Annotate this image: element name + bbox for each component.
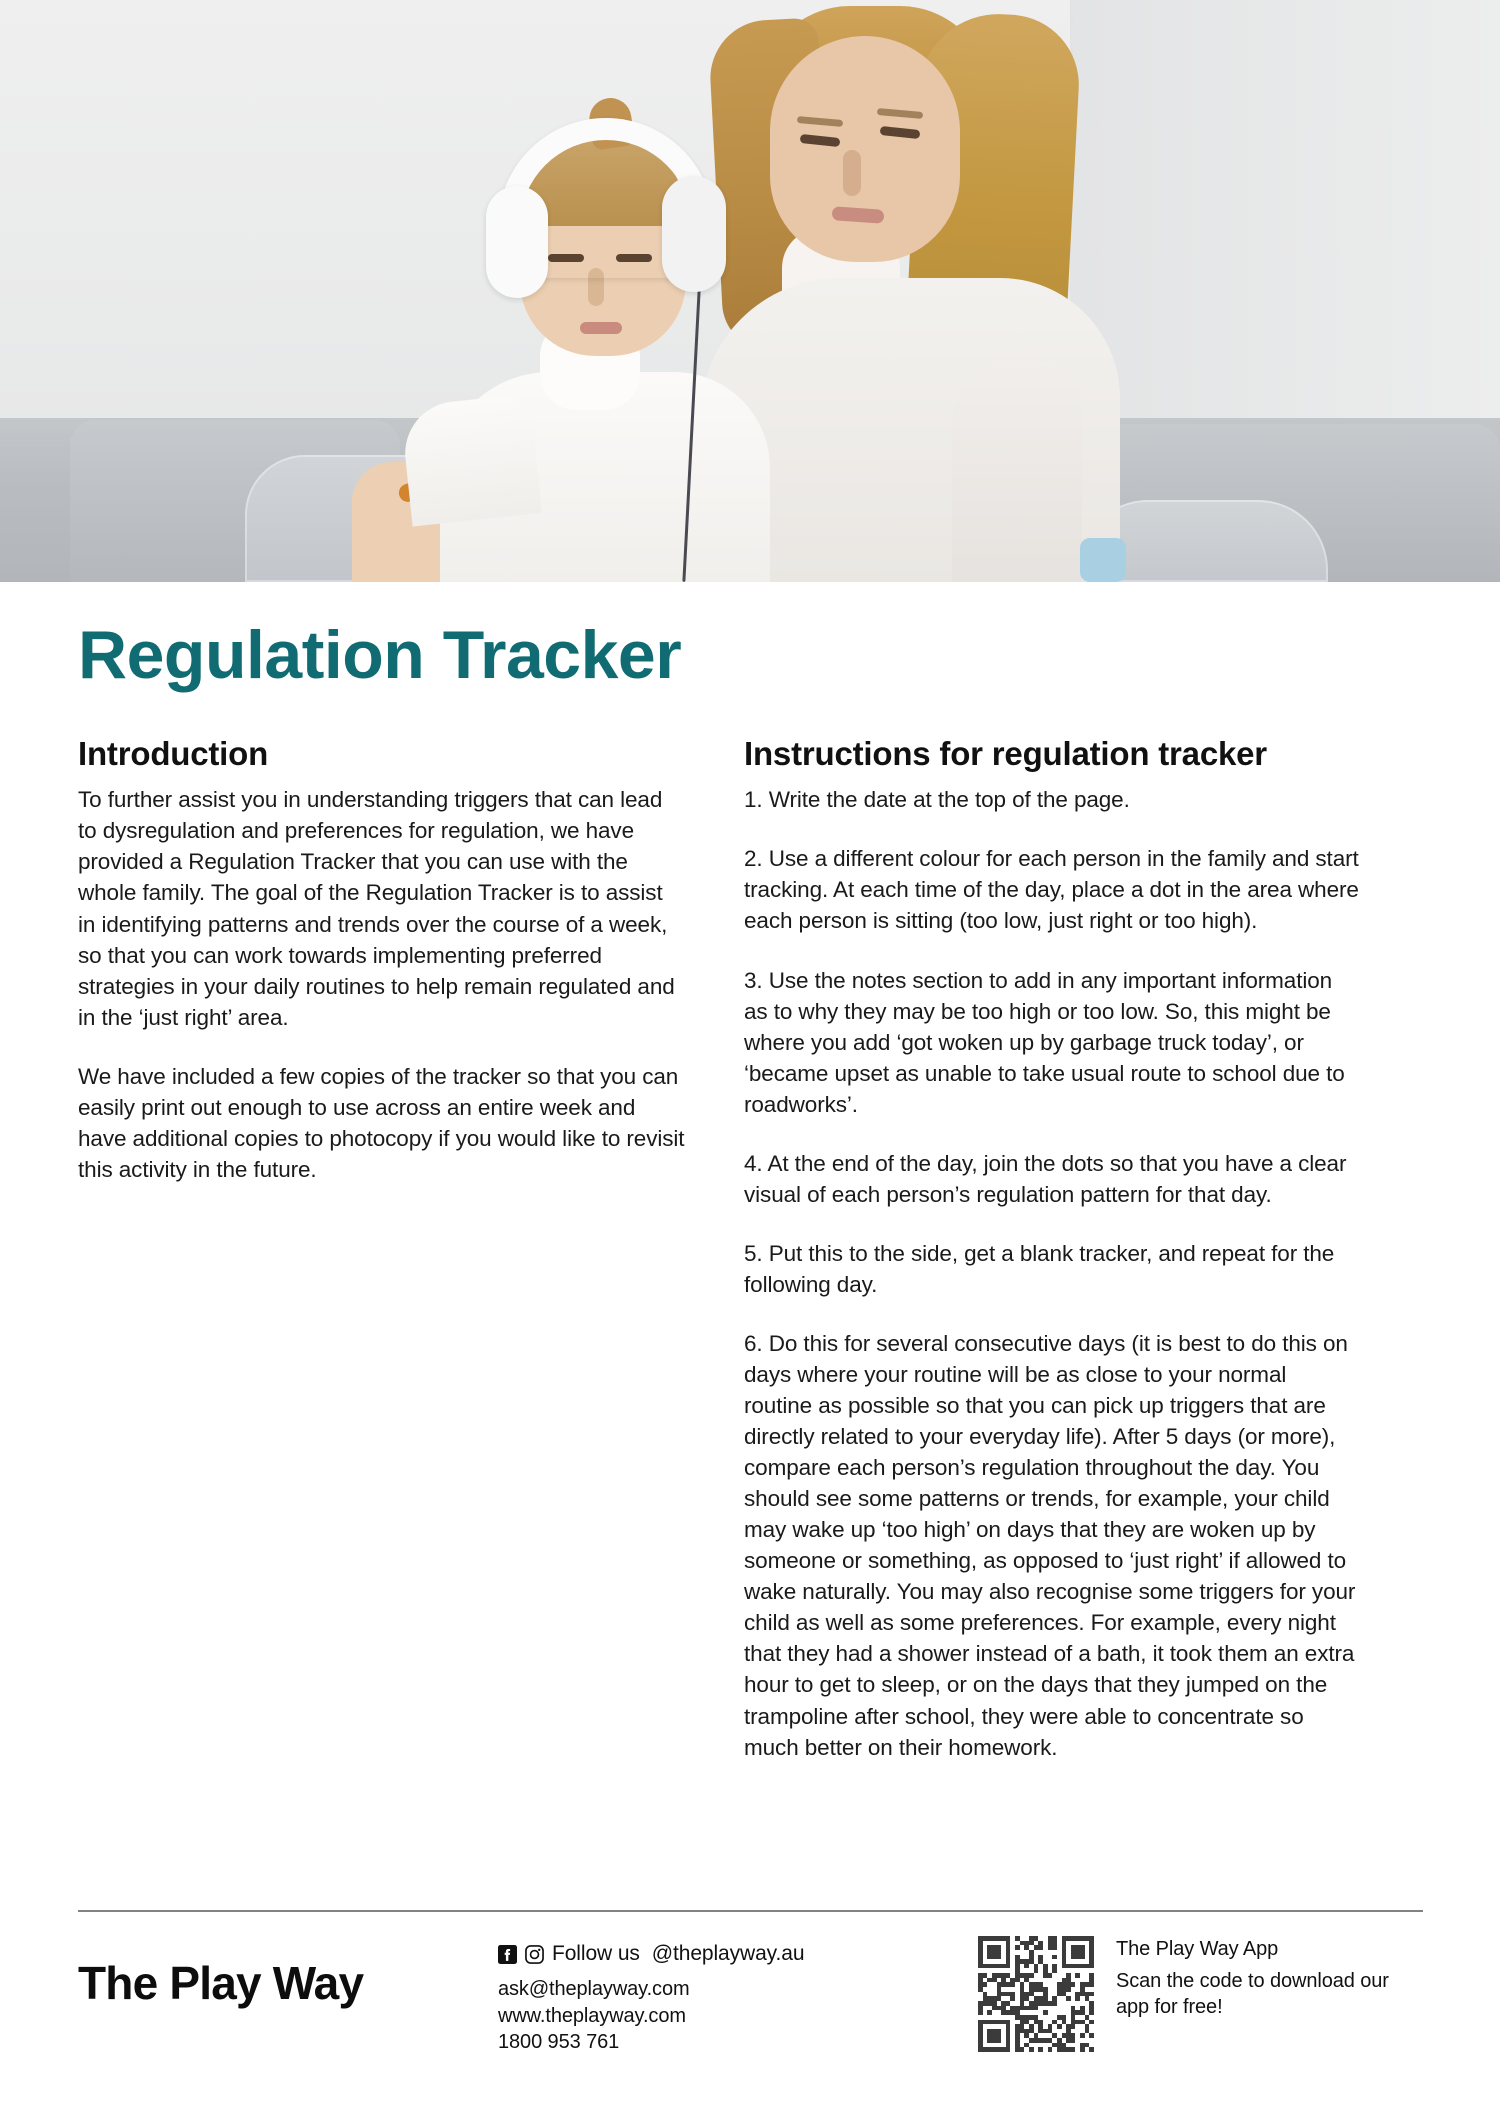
contact-email[interactable]: ask@theplayway.com	[498, 1978, 690, 2000]
footer-content	[78, 1932, 1423, 2056]
introduction-heading: Introduction	[78, 735, 269, 773]
hero-adult-arm	[952, 360, 1082, 582]
instructions-column	[744, 735, 1360, 1762]
hero-photo	[0, 0, 1500, 582]
instruction-step-2: 2. Use a different colour for each person in the family and start tracking. At each time of the day, place a dot in the area where each person is sitting (too low, just right or too high).	[744, 846, 1359, 934]
qr-code-icon[interactable]	[978, 1936, 1094, 2052]
instagram-icon[interactable]	[525, 1945, 544, 1964]
instructions-heading: Instructions for regulation tracker	[744, 735, 1267, 773]
instruction-step-1: 1. Write the date at the top of the page.	[744, 787, 1130, 813]
introduction-column	[78, 735, 686, 1762]
introduction-paragraph-2: We have included a few copies of the tracker so that you can easily print out enough to use across an entire week and have additional copies to photocopy if you would like to revisit this activity in the future.	[78, 1063, 685, 1182]
brand-logo: The Play Way	[78, 1957, 364, 2009]
headphone-earcup-right	[662, 176, 726, 292]
facebook-icon[interactable]	[498, 1945, 517, 1964]
hero-child-mouth	[580, 322, 622, 334]
social-handle[interactable]: @theplayway.au	[651, 1942, 805, 1965]
instruction-step-6: 6. Do this for several consecutive days (it is best to do this on days where your routine will be as close to your normal routine as possible so that you can pick up triggers that are directly related to your everyday life). After 5 days (or more), compare each person’s regulation throughout the day. You should see some patterns or trends, for example, your child may wake up ‘too high’ on days that they are woken up by someone or something, as opposed to ‘just right’ if allowed to wake naturally. You may also recognise some triggers for your child as well as some preferences. For example, every night that they had a shower instead of a bath, it took them an extra hour to get to sleep, or on the days that they jumped on the trampoline after school, they were able to concentrate so much better on their homework.	[744, 1330, 1356, 1760]
instruction-step-4: 4. At the end of the day, join the dots so that you have a clear visual of each person’s regulation pattern for that day.	[744, 1150, 1347, 1207]
page-footer	[0, 1910, 1500, 2122]
app-promo-block	[968, 1932, 1423, 2052]
contact-phone[interactable]: 1800 953 761	[498, 2031, 620, 2054]
hero-blue-object	[1080, 538, 1126, 582]
page-title: Regulation Tracker	[78, 617, 682, 693]
follow-us-label: Follow us	[552, 1942, 640, 1965]
instruction-step-5: 5. Put this to the side, get a blank tracker, and repeat for the following day.	[744, 1240, 1335, 1297]
hero-adult-nose	[843, 150, 861, 196]
app-promo-text	[1116, 1936, 1423, 2020]
app-title: The Play Way App	[1116, 1938, 1279, 1960]
contact-block	[498, 1932, 968, 2056]
contact-details	[498, 1976, 968, 2056]
social-follow-line	[498, 1942, 968, 1966]
instruction-step-3: 3. Use the notes section to add in any important information as to why they may be too high or too low. So, this might be where you add ‘got woken up by garbage truck today’, or ‘became upset as unable to take usual route to school due to roadworks’.	[744, 967, 1345, 1117]
contact-website[interactable]: www.theplayway.com	[498, 2004, 686, 2027]
app-subtitle: Scan the code to download our app for free!	[1116, 1970, 1389, 2018]
headphone-earcup-left	[486, 186, 548, 298]
footer-divider	[78, 1910, 1423, 1912]
hero-adult-head	[770, 36, 960, 262]
document-body	[0, 582, 1500, 1763]
hero-wall-right	[1073, 0, 1500, 440]
two-column-layout	[0, 691, 1500, 1762]
introduction-paragraph-1: To further assist you in understanding triggers that can lead to dysregulation and preferences for regulation, we have provided a Regulation Tracker that you can use with the whole family. The goal of the Regulation Tracker is to assist in identifying patterns and trends over the course of a week, so that you can work towards implementing preferred strategies in your daily routines to help remain regulated and in the ‘just right’ area.	[78, 787, 675, 1030]
